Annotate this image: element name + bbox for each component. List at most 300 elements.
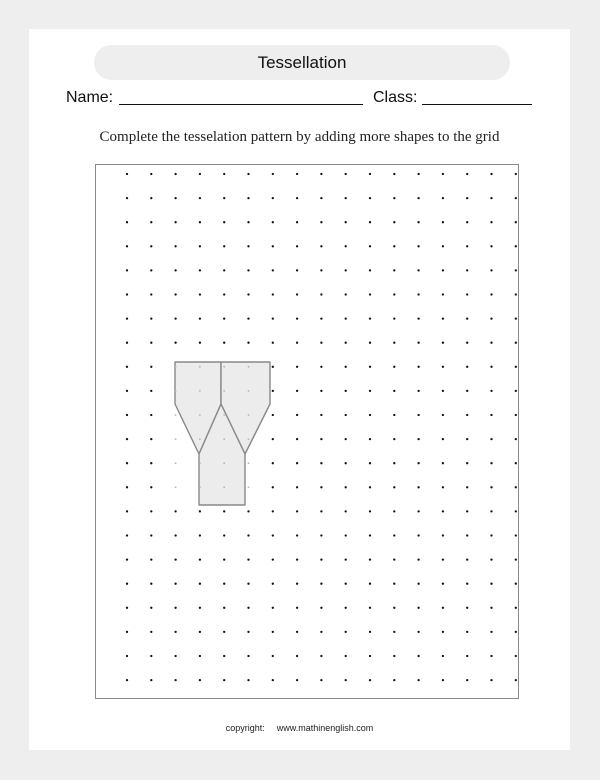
copyright-label: copyright: — [225, 723, 265, 733]
grid-dot — [466, 486, 468, 488]
grid-dot — [466, 293, 468, 295]
grid-dot — [393, 245, 395, 247]
grid-dot — [393, 655, 395, 657]
grid-dot — [126, 679, 128, 681]
grid-dot — [272, 462, 274, 464]
grid-dot — [320, 197, 322, 199]
grid-dot — [272, 607, 274, 609]
grid-dot — [272, 510, 274, 512]
grid-dot — [150, 655, 152, 657]
grid-dot — [272, 679, 274, 681]
grid-dot — [126, 631, 128, 633]
grid-dot — [199, 390, 201, 392]
grid-dot — [296, 631, 298, 633]
grid-dot — [320, 221, 322, 223]
grid-dot — [466, 631, 468, 633]
dot-grid[interactable] — [95, 164, 519, 699]
grid-dot — [345, 221, 347, 223]
grid-dot — [442, 173, 444, 175]
grid-dot — [199, 342, 201, 344]
grid-dot — [150, 269, 152, 271]
grid-dot — [345, 414, 347, 416]
grid-dot — [515, 197, 517, 199]
grid-dot — [369, 317, 371, 319]
grid-dot — [150, 607, 152, 609]
grid-dot — [150, 679, 152, 681]
grid-dot — [126, 534, 128, 536]
grid-dot — [223, 486, 225, 488]
worksheet-page — [29, 29, 570, 750]
grid-dot — [272, 534, 274, 536]
grid-dot — [320, 655, 322, 657]
grid-dot — [174, 221, 176, 223]
grid-dot — [247, 293, 249, 295]
grid-dot — [126, 245, 128, 247]
grid-dot — [320, 486, 322, 488]
grid-dot — [126, 197, 128, 199]
grid-dot — [150, 510, 152, 512]
grid-dot — [466, 173, 468, 175]
worksheet-title-text: Tessellation — [257, 52, 347, 72]
grid-dot — [320, 438, 322, 440]
grid-dot — [150, 342, 152, 344]
grid-dot — [515, 245, 517, 247]
copyright-site[interactable]: www.mathinenglish.com — [276, 723, 374, 733]
instructions-text: Complete the tesselation pattern by adding more shapes to the grid — [99, 129, 500, 145]
grid-dot — [174, 197, 176, 199]
grid-dot — [442, 317, 444, 319]
grid-dot — [442, 269, 444, 271]
grid-dot — [417, 631, 419, 633]
grid-dot — [296, 366, 298, 368]
grid-dot — [296, 558, 298, 560]
grid-dot — [150, 438, 152, 440]
grid-dot — [199, 197, 201, 199]
grid-dot — [296, 173, 298, 175]
grid-dot — [296, 462, 298, 464]
grid-dot — [369, 197, 371, 199]
grid-dot — [248, 462, 250, 464]
grid-dot — [369, 607, 371, 609]
grid-dot — [490, 462, 492, 464]
grid-dot — [223, 414, 225, 416]
grid-dot — [247, 197, 249, 199]
grid-dot — [490, 414, 492, 416]
grid-dot — [174, 583, 176, 585]
grid-dot — [466, 655, 468, 657]
grid-dot — [417, 414, 419, 416]
grid-dot — [369, 462, 371, 464]
grid-dot — [296, 390, 298, 392]
grid-dot — [126, 655, 128, 657]
grid-dot — [442, 414, 444, 416]
grid-dot — [320, 414, 322, 416]
grid-dot — [247, 245, 249, 247]
grid-dot — [345, 462, 347, 464]
grid-dot — [466, 510, 468, 512]
grid-dot — [393, 679, 395, 681]
grid-dot — [442, 462, 444, 464]
grid-dot — [199, 414, 201, 416]
grid-dot — [223, 342, 225, 344]
grid-dot — [247, 679, 249, 681]
grid-dot — [490, 390, 492, 392]
grid-dot — [345, 245, 347, 247]
grid-dot — [515, 655, 517, 657]
grid-dot — [417, 558, 419, 560]
grid-dot — [393, 607, 395, 609]
grid-dot — [393, 438, 395, 440]
grid-dot — [272, 221, 274, 223]
grid-dot — [515, 534, 517, 536]
grid-dot — [490, 197, 492, 199]
grid-dot — [174, 655, 176, 657]
grid-dot — [126, 558, 128, 560]
grid-dot — [247, 558, 249, 560]
grid-dot — [393, 558, 395, 560]
grid-dot — [442, 583, 444, 585]
grid-dot — [369, 534, 371, 536]
class-field-line[interactable] — [422, 104, 532, 105]
grid-dot — [442, 655, 444, 657]
grid-dot — [345, 631, 347, 633]
grid-dot — [320, 462, 322, 464]
grid-dot — [345, 655, 347, 657]
grid-dot — [296, 342, 298, 344]
grid-dot — [175, 414, 177, 416]
grid-dot — [442, 245, 444, 247]
grid-dot — [199, 655, 201, 657]
grid-dot — [320, 631, 322, 633]
grid-dot — [223, 366, 225, 368]
grid-dot — [150, 197, 152, 199]
grid-dot — [417, 679, 419, 681]
grid-dot — [515, 510, 517, 512]
grid-dot — [442, 631, 444, 633]
grid-dot — [223, 197, 225, 199]
grid-dot — [223, 583, 225, 585]
grid-dot — [199, 293, 201, 295]
grid-dot — [417, 293, 419, 295]
grid-dot — [272, 173, 274, 175]
grid-dot — [442, 366, 444, 368]
grid-dot — [515, 342, 517, 344]
grid-dot — [150, 173, 152, 175]
grid-dot — [345, 534, 347, 536]
grid-dot — [247, 317, 249, 319]
grid-dot — [490, 438, 492, 440]
grid-dot — [466, 342, 468, 344]
grid-dot — [175, 390, 177, 392]
grid-dot — [174, 293, 176, 295]
grid-dot — [369, 558, 371, 560]
grid-dot — [320, 173, 322, 175]
worksheet-title — [94, 45, 510, 80]
grid-dot — [393, 631, 395, 633]
grid-dot — [272, 558, 274, 560]
grid-dot — [272, 486, 274, 488]
grid-dot — [466, 245, 468, 247]
grid-dots — [126, 173, 520, 681]
name-label: Name: — [66, 89, 114, 106]
grid-dot — [417, 486, 419, 488]
grid-dot — [126, 390, 128, 392]
grid-dot — [126, 438, 128, 440]
grid-dot — [199, 462, 201, 464]
grid-dot — [126, 583, 128, 585]
grid-dot — [126, 173, 128, 175]
grid-dot — [223, 558, 225, 560]
grid-dot — [272, 631, 274, 633]
grid-dot — [490, 607, 492, 609]
grid-dot — [515, 607, 517, 609]
grid-dot — [515, 462, 517, 464]
grid-dot — [126, 462, 128, 464]
grid-dot — [345, 269, 347, 271]
grid-dot — [247, 173, 249, 175]
grid-dot — [199, 366, 201, 368]
grid-dot — [272, 317, 274, 319]
grid-dot — [417, 462, 419, 464]
grid-dot — [515, 679, 517, 681]
grid-dot — [199, 510, 201, 512]
grid-dot — [320, 679, 322, 681]
grid-dot — [320, 390, 322, 392]
grid-dot — [223, 462, 225, 464]
grid-dot — [466, 366, 468, 368]
grid-dot — [442, 558, 444, 560]
grid-dot — [175, 366, 177, 368]
grid-dot — [126, 607, 128, 609]
grid-dot — [345, 173, 347, 175]
grid-dot — [199, 534, 201, 536]
name-field-line[interactable] — [119, 104, 363, 105]
grid-dot — [150, 486, 152, 488]
grid-dot — [174, 607, 176, 609]
grid-dot — [174, 269, 176, 271]
grid-dot — [442, 293, 444, 295]
grid-dot — [296, 486, 298, 488]
grid-dot — [466, 317, 468, 319]
grid-dot — [320, 366, 322, 368]
grid-dot — [466, 607, 468, 609]
grid-dot — [296, 655, 298, 657]
grid-dot — [247, 221, 249, 223]
grid-dot — [199, 317, 201, 319]
grid-dot — [369, 390, 371, 392]
grid-dot — [223, 510, 225, 512]
grid-dot — [296, 221, 298, 223]
grid-dot — [490, 510, 492, 512]
grid-dot — [369, 173, 371, 175]
grid-dot — [248, 414, 250, 416]
grid-dot — [442, 390, 444, 392]
grid-dot — [442, 607, 444, 609]
grid-dot — [296, 317, 298, 319]
grid-dot — [320, 558, 322, 560]
grid-dot — [272, 293, 274, 295]
grid-dot — [175, 438, 177, 440]
grid-dot — [515, 317, 517, 319]
grid-dot — [515, 558, 517, 560]
grid-dot — [248, 486, 250, 488]
grid-dot — [248, 390, 250, 392]
grid-dot — [393, 510, 395, 512]
grid-dot — [296, 414, 298, 416]
grid-dot — [442, 221, 444, 223]
grid-dot — [272, 197, 274, 199]
grid-dot — [393, 293, 395, 295]
grid-dot — [369, 679, 371, 681]
grid-dot — [515, 438, 517, 440]
grid-dot — [369, 414, 371, 416]
grid-dot — [223, 245, 225, 247]
grid-dot — [272, 414, 274, 416]
grid-dot — [417, 269, 419, 271]
grid-dot — [369, 269, 371, 271]
grid-dot — [466, 269, 468, 271]
grid-dot — [515, 414, 517, 416]
grid-dot — [150, 245, 152, 247]
grid-dot — [466, 558, 468, 560]
grid-dot — [466, 221, 468, 223]
grid-dot — [296, 269, 298, 271]
grid-dot — [247, 534, 249, 536]
grid-dot — [150, 366, 152, 368]
grid-dot — [223, 269, 225, 271]
grid-dot — [126, 221, 128, 223]
grid-dot — [126, 486, 128, 488]
grid-dot — [490, 366, 492, 368]
grid-dot — [272, 655, 274, 657]
grid-dot — [296, 510, 298, 512]
grid-dot — [296, 534, 298, 536]
grid-dot — [417, 607, 419, 609]
grid-dot — [223, 173, 225, 175]
grid-dot — [296, 245, 298, 247]
grid-dot — [490, 558, 492, 560]
grid-dot — [369, 438, 371, 440]
grid-dot — [466, 414, 468, 416]
grid-dot — [417, 583, 419, 585]
grid-dot — [515, 173, 517, 175]
grid-dot — [393, 221, 395, 223]
grid-dot — [175, 486, 177, 488]
grid-dot — [248, 366, 250, 368]
grid-dot — [345, 583, 347, 585]
class-label: Class: — [373, 89, 418, 106]
grid-dot — [174, 558, 176, 560]
grid-dot — [150, 414, 152, 416]
grid-dot — [223, 317, 225, 319]
grid-dot — [223, 631, 225, 633]
grid-dot — [490, 583, 492, 585]
grid-dot — [247, 583, 249, 585]
grid-dot — [369, 366, 371, 368]
grid-dot — [393, 414, 395, 416]
grid-dot — [199, 631, 201, 633]
grid-dot — [345, 293, 347, 295]
grid-dot — [174, 631, 176, 633]
grid-dot — [175, 462, 177, 464]
grid-dot — [442, 510, 444, 512]
grid-dot — [515, 269, 517, 271]
grid-dot — [150, 583, 152, 585]
grid-dot — [296, 197, 298, 199]
grid-dot — [393, 366, 395, 368]
grid-dot — [174, 173, 176, 175]
grid-dot — [393, 342, 395, 344]
grid-dot — [369, 486, 371, 488]
grid-dot — [126, 317, 128, 319]
grid-dot — [247, 655, 249, 657]
grid-dot — [345, 486, 347, 488]
grid-dot — [490, 486, 492, 488]
grid-dot — [490, 317, 492, 319]
grid-dot — [150, 631, 152, 633]
grid-dot — [199, 173, 201, 175]
grid-dot — [272, 245, 274, 247]
grid-dot — [490, 173, 492, 175]
grid-dot — [126, 342, 128, 344]
grid-dot — [417, 438, 419, 440]
grid-dot — [417, 390, 419, 392]
grid-dot — [393, 534, 395, 536]
grid-dot — [320, 342, 322, 344]
grid-dot — [466, 583, 468, 585]
grid-dot — [320, 510, 322, 512]
grid-dot — [442, 486, 444, 488]
grid-dot — [490, 679, 492, 681]
grid-dot — [466, 534, 468, 536]
grid-dot — [247, 269, 249, 271]
grid-dot — [369, 342, 371, 344]
grid-dot — [320, 607, 322, 609]
grid-dot — [417, 173, 419, 175]
grid-dot — [296, 583, 298, 585]
grid-dot — [174, 679, 176, 681]
grid-dot — [174, 317, 176, 319]
grid-dot — [126, 510, 128, 512]
grid-dot — [247, 631, 249, 633]
grid-dot — [223, 679, 225, 681]
grid-dot — [126, 269, 128, 271]
grid-dot — [320, 317, 322, 319]
grid-dot — [199, 583, 201, 585]
grid-dot — [515, 583, 517, 585]
grid-dot — [199, 486, 201, 488]
grid-dot — [417, 655, 419, 657]
grid-dot — [126, 414, 128, 416]
grid-dot — [417, 342, 419, 344]
dot-grid-canvas[interactable] — [96, 165, 520, 700]
grid-dot — [515, 390, 517, 392]
grid-dot — [150, 558, 152, 560]
grid-dot — [223, 534, 225, 536]
grid-dot — [490, 342, 492, 344]
grid-dot — [296, 607, 298, 609]
grid-dot — [515, 221, 517, 223]
grid-dot — [345, 558, 347, 560]
grid-dot — [442, 438, 444, 440]
grid-dot — [345, 390, 347, 392]
grid-dot — [272, 390, 274, 392]
grid-dot — [417, 317, 419, 319]
grid-dot — [393, 462, 395, 464]
grid-dot — [296, 679, 298, 681]
grid-dot — [515, 486, 517, 488]
grid-dot — [466, 679, 468, 681]
